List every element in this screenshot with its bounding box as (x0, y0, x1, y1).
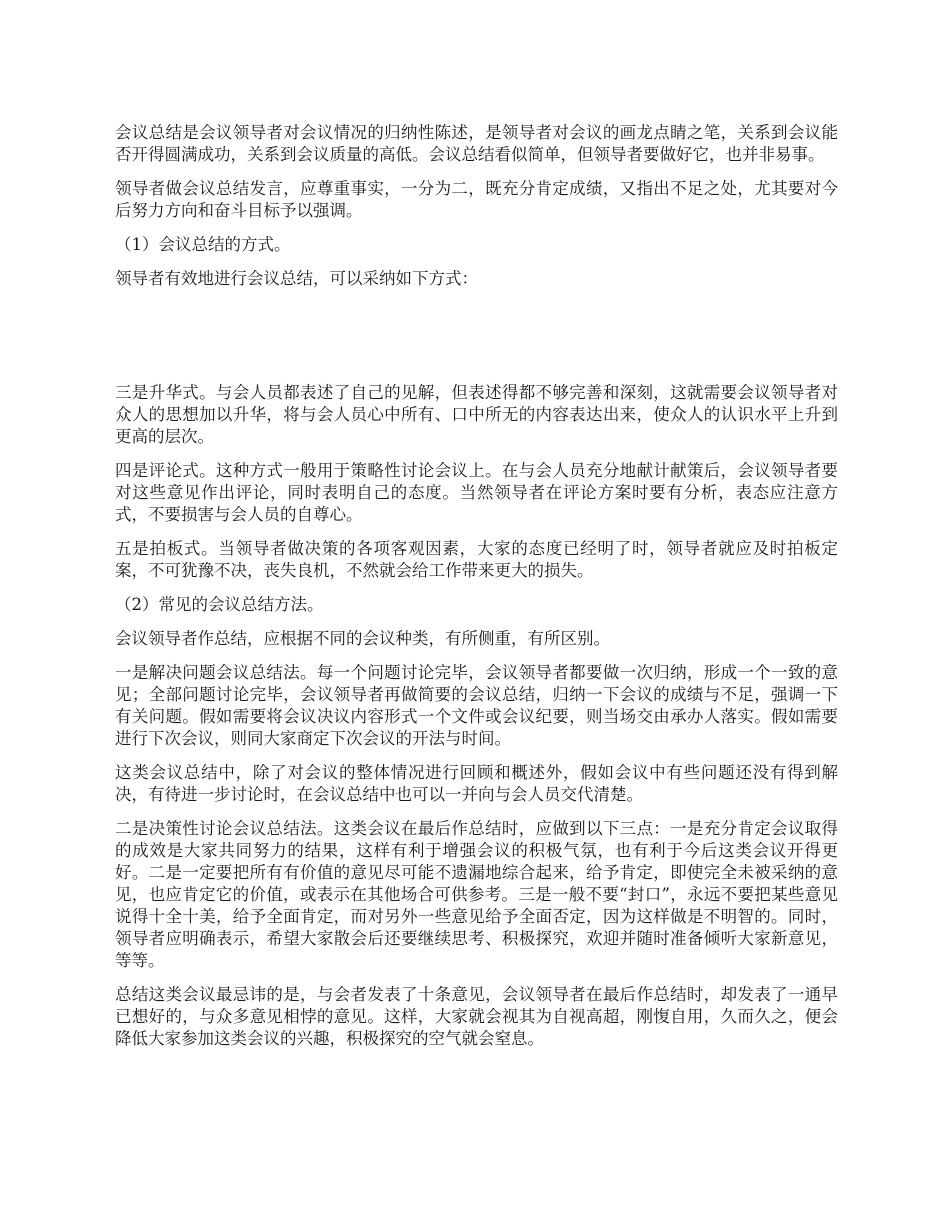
blank-gap (115, 302, 838, 382)
paragraph-approach-followup: 这类会议总结中，除了对会议的整体情况进行回顾和概述外，假如会议中有些问题还没有得到解决，有待进一步讨论时，在会议总结中也可以一并向与会人员交代清楚。 (115, 763, 838, 804)
paragraph-intro: 会议总结是会议领导者对会议情况的归纳性陈述，是领导者对会议的画龙点睛之笔，关系到会议能否开得圆满成功，关系到会议质量的高低。会议总结看似简单，但领导者要做好它，也并非易事。 (115, 123, 838, 164)
paragraph-method-decision: 五是拍板式。当领导者做决策的各项客观因素，大家的态度已经明了时，领导者就应及时拍板定案，不可犹豫不决，丧失良机，不然就会给工作带来更大的损失。 (115, 539, 838, 580)
paragraph-approach-taboo: 总结这类会议最忌讳的是，与会者发表了十条意见，会议领导者在最后作总结时，却发表了一通早已想好的，与众多意见相悖的意见。这样，大家就会视其为自视高超，刚愎自用，久而久之，便会降低大家参加这类会议的兴趣，积极探究的空气就会窒息。 (115, 985, 838, 1048)
paragraph-principle: 领导者做会议总结发言，应尊重事实，一分为二，既充分肯定成绩，又指出不足之处，尤其要对今后努力方向和奋斗目标予以强调。 (115, 179, 838, 220)
paragraph-approach-decision-discussion: 二是决策性讨论会议总结法。这类会议在最后作总结时，应做到以下三点：一是充分肯定会议取得的成效是大家共同努力的结果，这样有利于增强会议的积极气氛，也有利于今后这类会议开得更好。二是一定要把所有有价值的意见尽可能不遗漏地综合起来，给予肯定，即使完全未被采纳的意见，也应肯定它的价值，或表示在其他场合可供参考。三是一般不要“封口”，永远不要把某些意见说得十全十美，给予全面肯定，而对另外一些意见给予全面否定，因为这样做是不明智的。同时，领导者应明确表示，希望大家散会后还要继续思考、积极探究，欢迎并随时准备倾听大家新意见，等等。 (115, 819, 838, 970)
section-heading-approaches: （2）常见的会议总结方法。 (115, 595, 324, 614)
paragraph-approach-problem-solving: 一是解决问题会议总结法。每一个问题讨论完毕，会议领导者都要做一次归纳，形成一个一致的意见；全部问题讨论完毕，会议领导者再做简要的会议总结，归纳一下会议的成绩与不足，强调一下有关问题。假如需要将会议决议内容形式一个文件或会议纪要，则当场交由承办人落实。假如需要进行下次会议，则同大家商定下次会议的开法与时间。 (115, 663, 838, 748)
paragraph-methods-intro: 领导者有效地进行会议总结，可以采纳如下方式： (115, 269, 478, 288)
section-heading-methods: （1）会议总结的方式。 (115, 235, 291, 254)
paragraph-approaches-intro: 会议领导者作总结，应根据不同的会议种类，有所侧重，有所区别。 (115, 629, 610, 648)
paragraph-method-commentary: 四是评论式。这种方式一般用于策略性讨论会议上。在与会人员充分地献计献策后，会议领导者要对这些意见作出评论，同时表明自己的态度。当然领导者在评论方案时要有分析，表态应注意方式，不要损害与会人员的自尊心。 (115, 461, 838, 524)
document-body (115, 122, 838, 1062)
paragraph-method-sublimation: 三是升华式。与会人员都表述了自己的见解，但表述得都不够完善和深刻，这就需要会议领导者对众人的思想加以升华，将与会人员心中所有、口中所无的内容表达出来，使众人的认识水平上升到更高的层次。 (115, 383, 838, 446)
